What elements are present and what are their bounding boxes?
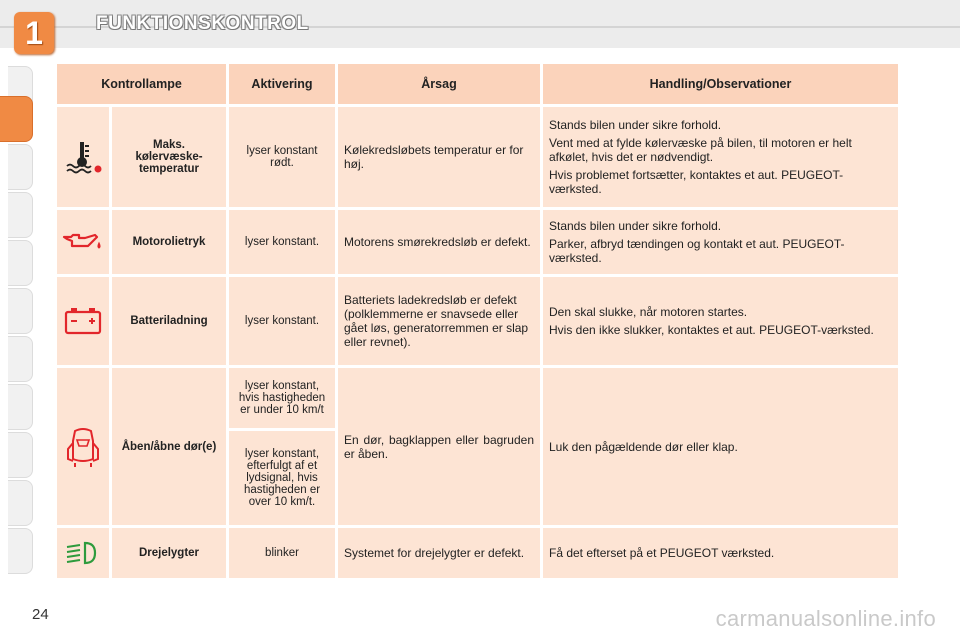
chapter-tab[interactable]: [8, 528, 33, 574]
page-number: 24: [32, 606, 49, 623]
chapter-tab[interactable]: [8, 336, 33, 382]
lamp-name: Maks. kølervæske- temperatur: [112, 107, 226, 207]
door-open-icon: [57, 368, 109, 525]
chapter-tab[interactable]: [8, 192, 33, 238]
cause-text: Motorens smørekredsløb er defekt.: [338, 210, 540, 274]
chapter-tab[interactable]: [8, 144, 33, 190]
activation-text: blinker: [229, 528, 335, 578]
activation-text: lyser konstant, efterfulgt af et lydsignal, hvis hastigheden er over 10 km/t.: [229, 431, 335, 525]
activation-text: lyser konstant, hvis hastigheden er under 10 km/t: [229, 368, 335, 428]
action-text: Luk den pågældende dør eller klap.: [549, 439, 738, 454]
headlight-icon: [57, 528, 109, 578]
activation-text: lyser konstant.: [229, 277, 335, 365]
action-text: Stands bilen under sikre forhold.: [549, 118, 722, 132]
oil-pressure-icon: [57, 210, 109, 274]
cause-text: Batteriets ladekredsløb er defekt (polklemmerne er snavsede eller gået løs, generatorremmen er slap eller revnet).: [338, 277, 540, 365]
lamp-name: Batteriladning: [112, 277, 226, 365]
activation-text: lyser konstant rødt.: [229, 107, 335, 207]
column-header: Aktivering: [229, 64, 335, 104]
cause-text: En dør, bagklappen eller bagruden er åben.: [338, 368, 540, 525]
lamp-name: Motorolietryk: [112, 210, 226, 274]
chapter-tab[interactable]: [8, 384, 33, 430]
lamp-name: Drejelygter: [112, 528, 226, 578]
action-text: Få det efterset på et PEUGEOT værksted.: [549, 546, 775, 560]
actions-cell: [543, 528, 898, 578]
table-row: [57, 210, 898, 274]
actions-cell: [543, 210, 898, 274]
actions-cell: [543, 368, 898, 525]
chapter-badge: 1: [14, 12, 54, 54]
table-row: [57, 107, 898, 207]
action-text: Hvis den ikke slukker, kontaktes et aut. PEUGEOT-værksted.: [549, 323, 874, 337]
chapter-tab[interactable]: [8, 288, 33, 334]
lamp-name: Åben/åbne dør(e): [112, 368, 226, 525]
column-header: Årsag: [338, 64, 540, 104]
action-text: Den skal slukke, når motoren startes.: [549, 305, 748, 319]
page-title: FUNKTIONSKONTROL: [96, 13, 309, 34]
chapter-tab[interactable]: [8, 240, 33, 286]
actions-cell: [543, 277, 898, 365]
action-text: Vent med at fylde kølervæske på bilen, til motoren er helt afkølet, hvis det er nødvendigt.: [549, 136, 852, 164]
action-text: Parker, afbryd tændingen og kontakt et aut. PEUGEOT-værksted.: [549, 237, 845, 265]
activation-text: lyser konstant.: [229, 210, 335, 274]
chapter-tab[interactable]: [8, 480, 33, 526]
coolant-temperature-icon: [57, 107, 109, 207]
cause-text: Systemet for drejelygter er defekt.: [338, 528, 540, 578]
table-row: [57, 528, 898, 578]
watermark: carmanualsonline.info: [715, 606, 936, 631]
column-header: Kontrollampe: [57, 64, 226, 104]
cause-text: Kølekredsløbets temperatur er for høj.: [338, 107, 540, 207]
warning-lamp-table: [57, 64, 904, 578]
battery-icon: [57, 277, 109, 365]
chapter-tab-active[interactable]: [0, 96, 33, 142]
actions-cell: [543, 107, 898, 207]
chapter-tab[interactable]: [8, 432, 33, 478]
table-row: [57, 277, 898, 365]
action-text: Hvis problemet fortsætter, kontaktes et aut. PEUGEOT-værksted.: [549, 168, 844, 196]
column-header: Handling/Observationer: [543, 64, 898, 104]
chapter-tabs: [0, 66, 34, 576]
action-text: Stands bilen under sikre forhold.: [549, 219, 722, 233]
table-header-row: [57, 64, 898, 104]
table-row: [57, 368, 898, 428]
